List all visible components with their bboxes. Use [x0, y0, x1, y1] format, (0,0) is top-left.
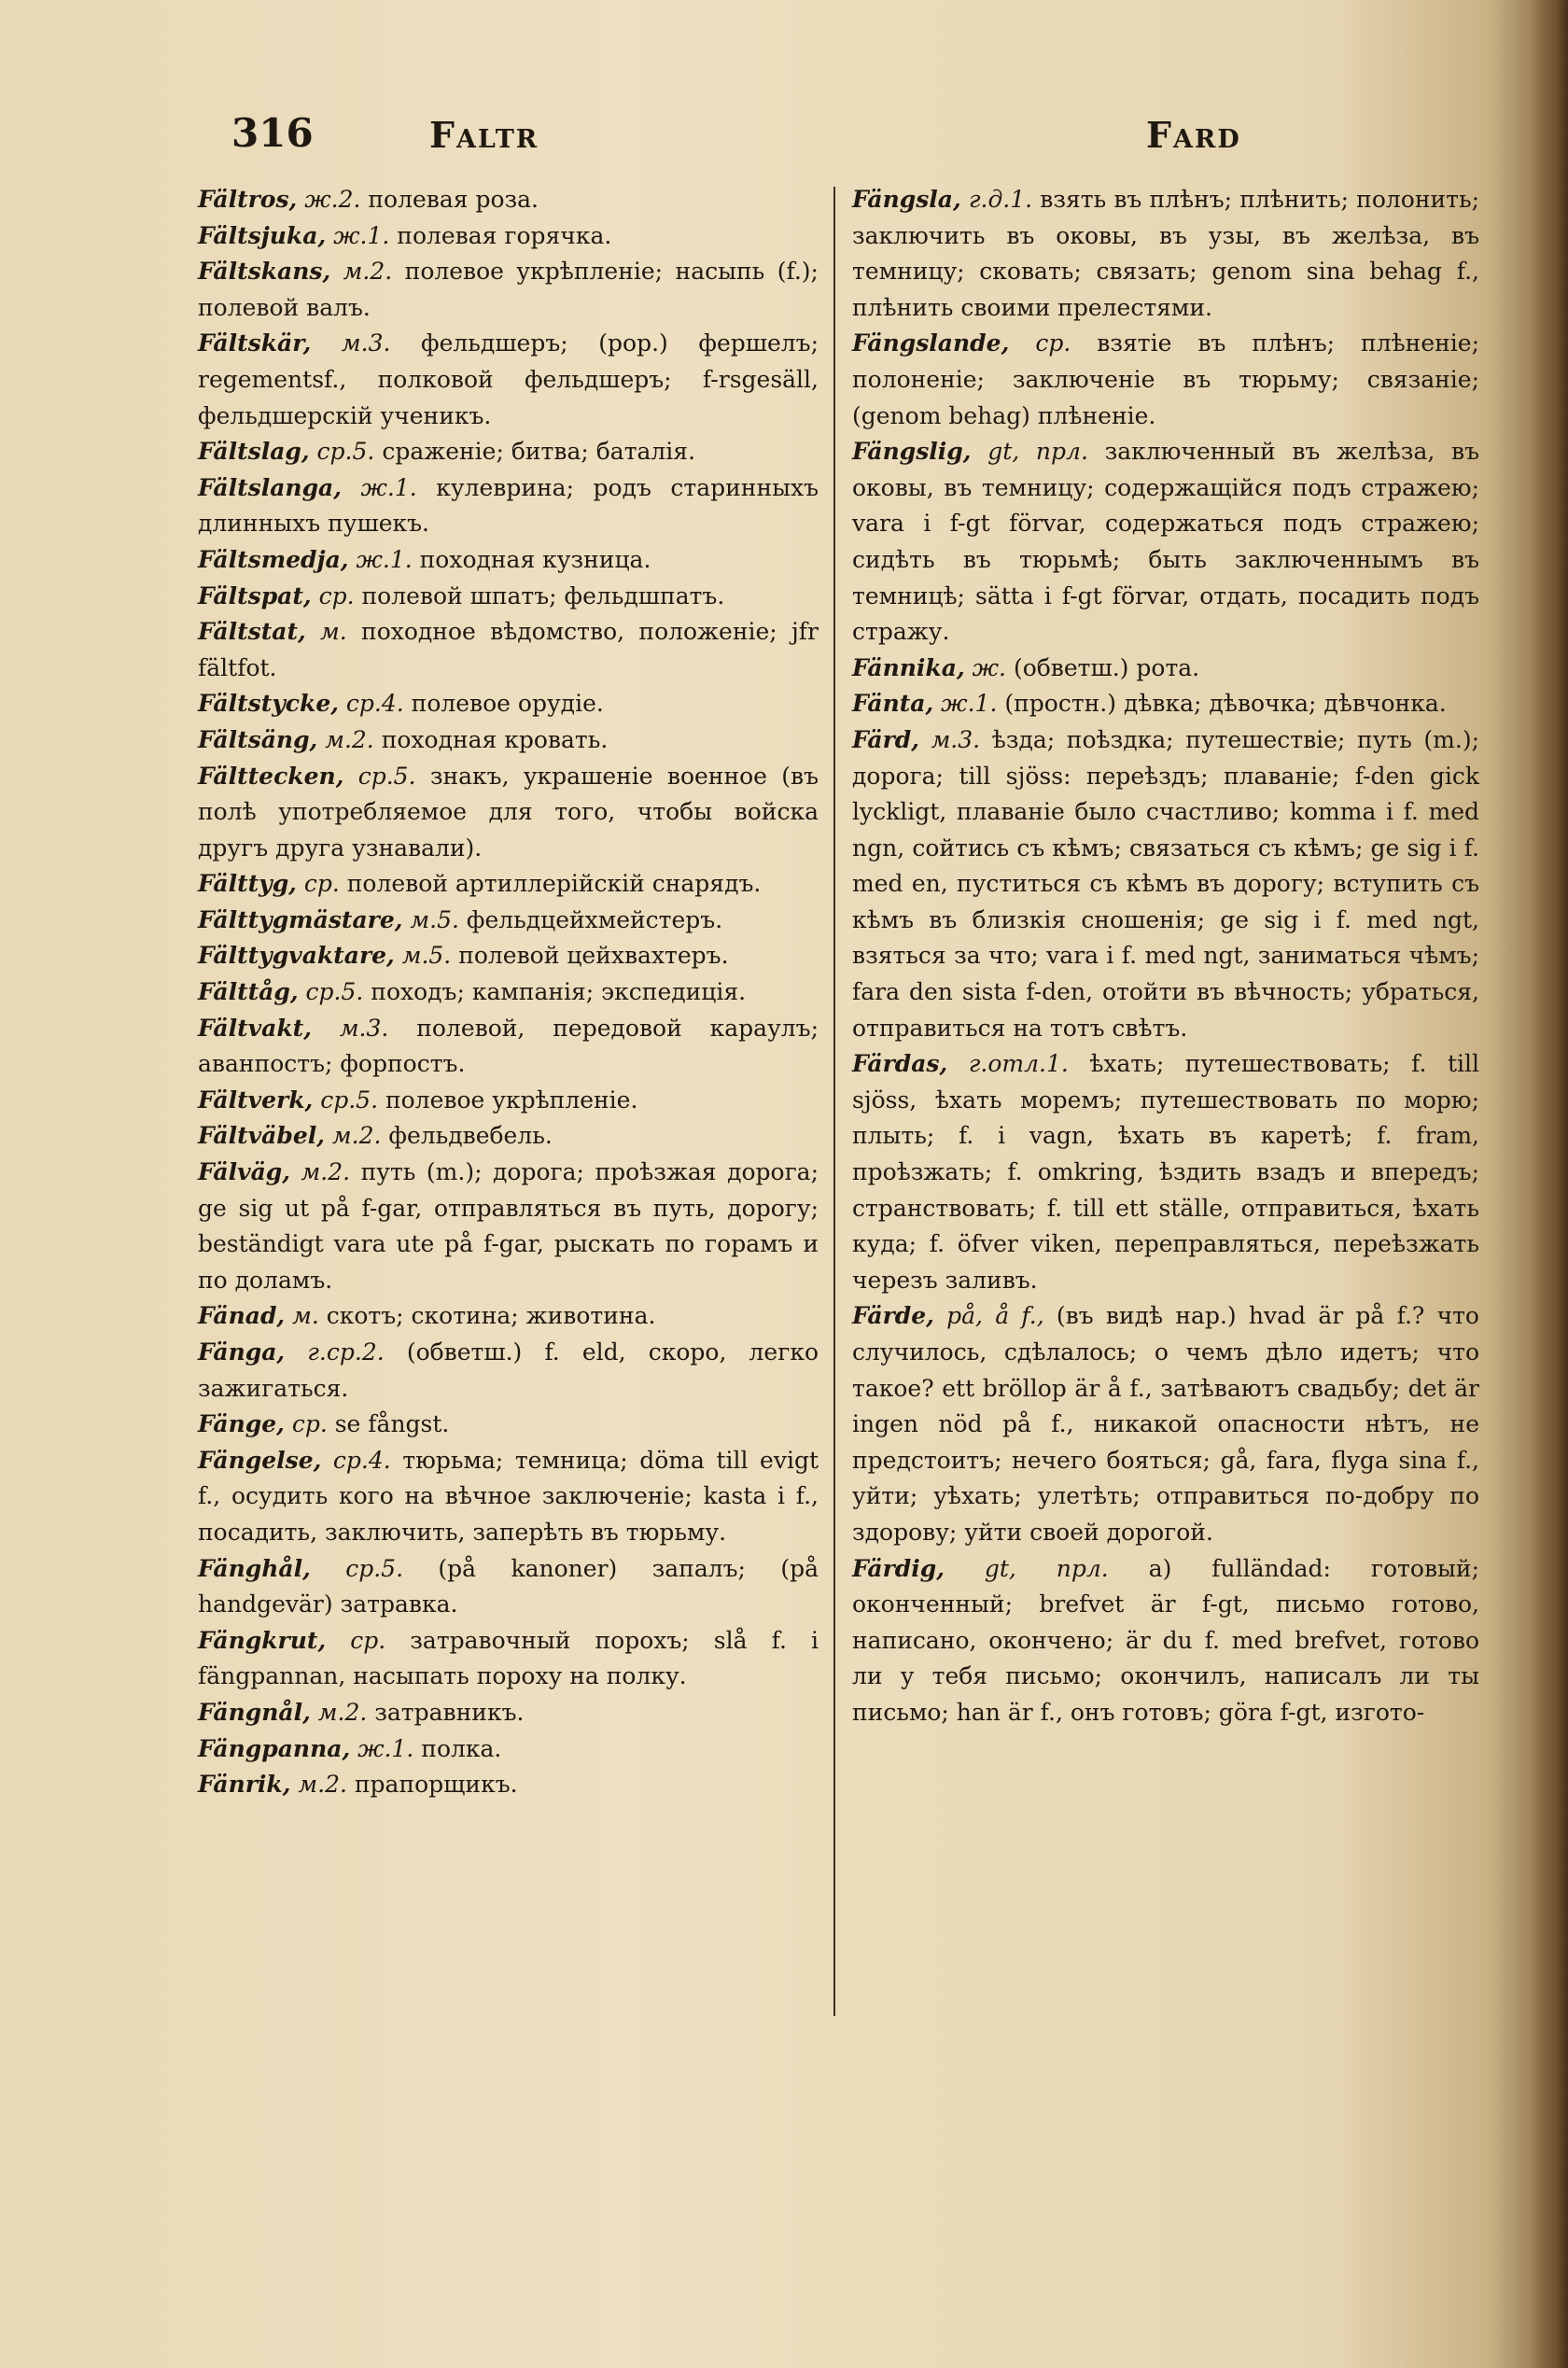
entry-grammar: ж.1. [941, 690, 998, 718]
entry-headword: Fänga, [198, 1338, 286, 1366]
entry-definition: полевая горячка. [397, 221, 612, 249]
right-guide-word: Fard [1146, 114, 1241, 156]
page-header [0, 110, 1568, 166]
entry-headword: Fängelse, [198, 1446, 322, 1474]
entry-headword: Färdas, [852, 1050, 948, 1078]
dictionary-entry [198, 1083, 819, 1119]
entry-headword: Fänta, [852, 690, 934, 718]
dictionary-entry [852, 651, 1479, 687]
entry-headword: Fängkrut, [198, 1626, 327, 1654]
entry-definition: (простн.) дѣвка; дѣвочка; дѣвчонка. [1004, 690, 1447, 718]
entry-definition: затравочный порохъ; slå f. i fängpannan, насыпать пороху на полку. [198, 1626, 819, 1690]
entry-headword: Fältspat, [198, 581, 312, 610]
entry-headword: Fältsmedja, [198, 545, 349, 573]
entry-grammar: ср. [350, 1626, 386, 1654]
dictionary-entry [852, 1046, 1479, 1298]
left-guide-word: Faltr [429, 114, 539, 156]
dictionary-entry [198, 1731, 819, 1768]
entry-headword: Fälttygmästare, [198, 905, 403, 933]
entry-grammar: м. [292, 1302, 319, 1330]
entry-definition: (обветш.) рота. [1013, 653, 1200, 681]
entry-headword: Fältväbel, [198, 1122, 325, 1150]
entry-headword: Fängnål, [198, 1698, 311, 1726]
entry-headword: Fänge, [198, 1410, 285, 1438]
entry-definition: полевое орудіе. [411, 690, 604, 718]
entry-definition: полевой шпатъ; фельдшпатъ. [361, 581, 725, 610]
entry-definition: фельдвебель. [388, 1122, 553, 1150]
dictionary-entry [852, 686, 1479, 722]
entry-grammar: ср.5. [345, 1554, 404, 1582]
entry-headword: Fänad, [198, 1302, 286, 1330]
entry-headword: Fältskans, [198, 258, 331, 286]
dictionary-entry [198, 614, 819, 686]
entry-headword: Fältsjuka, [198, 221, 327, 249]
entry-grammar: gt, прл. [987, 438, 1088, 466]
entry-definition: ѣзда; поѣздка; путешествіе; путь (m.); дорога; till sjöss: переѣздъ; плаваніе; f-den gick lyckligt, плаваніе было счастливо; komma i f. med ngn, сойтись съ кѣмъ; связаться съ кѣмъ; ge sig i f. med en, пуститься съ кѣмъ въ дорогу; вступить съ кѣмъ въ близкія сношенія; ge sig i f. med ngt, взяться за что; vara i f. med ngt, заниматься чѣмъ; fara den sista f-den, отойти въ вѣчность; убраться, отправиться на тотъ свѣтъ. [852, 725, 1480, 1042]
entry-grammar: м.3. [341, 329, 391, 357]
entry-headword: Färdig, [852, 1554, 945, 1582]
dictionary-entry [198, 1118, 819, 1155]
column-divider [833, 187, 835, 2016]
dictionary-entry [198, 218, 819, 255]
entry-headword: Fältros, [198, 186, 298, 213]
entry-headword: Fältverk, [198, 1086, 314, 1114]
entry-definition: полевое укрѣпленіе; насыпь (f.); полевой валъ. [198, 258, 819, 321]
entry-definition: (обветш.) f. eld, скоро, легко зажигаться. [198, 1338, 819, 1402]
entry-grammar: м. [320, 618, 347, 646]
entry-grammar: ж.2. [304, 186, 361, 213]
entry-grammar: м.5. [401, 942, 452, 970]
dictionary-entry [198, 1011, 819, 1083]
entry-grammar: м.3. [931, 725, 981, 753]
entry-headword: Fältslanga, [198, 473, 342, 501]
entry-grammar: м.2. [317, 1698, 368, 1726]
dictionary-entry [198, 1767, 819, 1803]
entry-headword: Fälttåg, [198, 978, 299, 1006]
entry-headword: Fänghål, [198, 1554, 311, 1582]
entry-definition: фельдцейхмейстеръ. [466, 905, 723, 933]
entry-grammar: ж.1. [356, 545, 413, 573]
entry-definition: взять въ плѣнъ; плѣнить; полонить; заключить въ оковы, въ узы, въ желѣза, въ темницу; сковать; связать; genom sina behag f., плѣнить своими прелестями. [852, 186, 1480, 321]
entry-definition: скотъ; скотина; животина. [326, 1302, 656, 1330]
entry-headword: Fänrik, [198, 1771, 291, 1799]
entry-definition: заключенный въ желѣза, въ оковы, въ темницу; содержащійся подъ стражею; vara i f-gt förvar, содержаться подъ стражею; сидѣть въ тюрьмѣ; быть заключеннымъ въ темницѣ; sätta i f-gt förvar, отдать, посадить подъ стражу. [852, 438, 1479, 646]
entry-grammar: gt, прл. [984, 1554, 1109, 1582]
entry-headword: Fältstat, [198, 618, 306, 646]
entry-grammar: ср.4. [332, 1446, 391, 1474]
entry-definition: полевой артиллерійскій снарядъ. [346, 870, 762, 898]
dictionary-entry [198, 722, 819, 759]
entry-definition: полевой, передовой караулъ; аванпостъ; форпостъ. [198, 1014, 819, 1078]
entry-headword: Färd, [852, 725, 919, 753]
entry-grammar: м.5. [410, 905, 459, 933]
entry-grammar: м.3. [339, 1014, 389, 1042]
entry-headword: Fälttyg, [198, 870, 297, 898]
entry-headword: Fängslig, [852, 438, 972, 466]
dictionary-entry [198, 1443, 819, 1551]
entry-grammar: ср. [303, 870, 340, 898]
entry-definition: походное вѣдомство, положеніе; jfr fältfot. [198, 618, 819, 681]
entry-grammar: ср.5. [305, 978, 364, 1006]
entry-grammar: på, å f., [946, 1302, 1044, 1330]
left-column [198, 182, 819, 1803]
dictionary-entry [198, 759, 819, 867]
entry-grammar: м.2. [325, 725, 374, 753]
entry-definition: ѣхать; путешествовать; f. till sjöss, ѣхать моремъ; путешествовать по морю; плыть; f. i vagn, ѣхать въ каретѣ; f. fram, проѣзжать; f. omkring, ѣздить взадъ и впередъ; странствовать; f. till ett ställe, отправиться, ѣхать куда; f. öfver viken, переправляться, переѣзжать черезъ заливъ. [852, 1050, 1479, 1294]
dictionary-entry [852, 182, 1479, 326]
dictionary-entry [198, 1407, 819, 1443]
entry-definition: знакъ, украшеніе военное (въ полѣ употребляемое для того, чтобы войска другъ друга узнавали). [198, 762, 819, 862]
entry-headword: Fältslag, [198, 438, 310, 466]
entry-headword: Fängsla, [852, 186, 961, 213]
dictionary-entry [198, 866, 819, 903]
entry-grammar: ср. [318, 581, 355, 610]
dictionary-entry [198, 434, 819, 470]
dictionary-entry [198, 542, 819, 579]
entry-definition: полевой цейхвахтеръ. [458, 942, 729, 970]
entry-grammar: ср. [291, 1410, 328, 1438]
entry-headword: Fältskär, [198, 329, 312, 357]
entry-grammar: м.2. [301, 1158, 351, 1186]
entry-definition: полевое укрѣпленіе. [385, 1086, 638, 1114]
dictionary-entry [198, 938, 819, 974]
dictionary-entry [198, 1551, 819, 1623]
page-edge-shadow [1531, 0, 1568, 2368]
entry-grammar: г.д.1. [968, 186, 1033, 213]
entry-definition: полка. [421, 1734, 502, 1762]
entry-definition: сраженіе; битва; баталія. [382, 438, 696, 466]
page-number: 316 [231, 110, 314, 156]
dictionary-entry [198, 1298, 819, 1335]
entry-grammar: г.ср.2. [307, 1338, 385, 1366]
entry-grammar: м.2. [331, 1122, 382, 1150]
entry-headword: Fännika, [852, 653, 965, 681]
dictionary-entry [198, 1695, 819, 1731]
right-column [852, 182, 1479, 1731]
entry-headword: Fälttecken, [198, 762, 344, 790]
entry-definition: тюрьма; темница; döma till evigt f., осудить кого на вѣчное заключеніе; kasta i f., посадить, заключить, заперѣть въ тюрьму. [198, 1446, 819, 1546]
entry-headword: Fängpanna, [198, 1734, 351, 1762]
entry-headword: Färde, [852, 1302, 934, 1330]
entry-definition: взятіе въ плѣнъ; плѣненіе; полоненіе; заключеніе въ тюрьму; связаніе; (genom behag) плѣненіе. [852, 329, 1479, 429]
entry-grammar: ж.1. [357, 1734, 414, 1762]
entry-grammar: м.2. [343, 258, 393, 286]
dictionary-entry [198, 1623, 819, 1695]
dictionary-entry [198, 1155, 819, 1298]
entry-definition: прапорщикъ. [354, 1771, 518, 1799]
entry-definition: походная кузница. [419, 545, 651, 573]
entry-definition: походная кровать. [381, 725, 609, 753]
dictionary-entry [852, 1551, 1479, 1731]
dictionary-entry [198, 974, 819, 1011]
entry-grammar: ж. [972, 653, 1006, 681]
entry-grammar: ср.4. [345, 690, 404, 718]
entry-headword: Fängslande, [852, 329, 1010, 357]
dictionary-entry [198, 254, 819, 326]
entry-definition: (på kanoner) запалъ; (på handgevär) затравка. [198, 1554, 819, 1618]
entry-definition: походъ; кампанія; экспедиція. [371, 978, 747, 1006]
entry-grammar: ср.5. [316, 438, 375, 466]
entry-headword: Fälväg, [198, 1158, 290, 1186]
entry-definition: затравникъ. [374, 1698, 525, 1726]
dictionary-entry [198, 1335, 819, 1407]
entry-headword: Fältstycke, [198, 690, 339, 718]
dictionary-entry [852, 434, 1479, 651]
entry-definition: (въ видѣ нар.) hvad är på f.? что случилось, сдѣлалось; о чемъ дѣло идетъ; что такое? ett bröllop är å f., затѣваютъ свадьбу; det är ingen nöd på f., никакой опасности нѣтъ, не предстоитъ; нечего бояться; gå, fara, flyga sina f., уйти; уѣхать; улетѣть; отправиться по-добру по здорову; уйти своей дорогой. [852, 1302, 1479, 1546]
dictionary-entry [198, 579, 819, 615]
entry-grammar: м.2. [298, 1771, 347, 1799]
dictionary-entry [198, 182, 819, 218]
entry-definition: se fångst. [334, 1410, 450, 1438]
entry-definition: полевая роза. [368, 186, 539, 213]
dictionary-entry [198, 686, 819, 722]
entry-grammar: г.отл.1. [968, 1050, 1069, 1078]
dictionary-entry [852, 1298, 1479, 1550]
entry-grammar: ср.5. [357, 762, 416, 790]
dictionary-entry [198, 326, 819, 434]
dictionary-entry [198, 903, 819, 939]
dictionary-entry [198, 470, 819, 542]
entry-grammar: ж.1. [333, 221, 390, 249]
dictionary-entry [852, 326, 1479, 434]
entry-definition: фельдшеръ; (pop.) фершелъ; regementsf., полковой фельдшеръ; f-rsgesäll, фельдшерскій ученикъ. [198, 329, 819, 429]
entry-grammar: ж.1. [360, 473, 417, 501]
entry-grammar: ср. [1035, 329, 1071, 357]
entry-definition: a) fulländad: готовый; оконченный; brefvet är f-gt, письмо готово, написано, окончено; är du f. med brefvet, готово ли у тебя письмо; окончилъ, написалъ ли ты письмо; han är f., онъ готовъ; göra f-gt, изгото- [852, 1554, 1479, 1726]
entry-headword: Fältsäng, [198, 725, 318, 753]
entry-definition: кулеврина; родъ старинныхъ длинныхъ пушекъ. [198, 473, 819, 538]
entry-headword: Fälttygvaktare, [198, 942, 395, 970]
entry-definition: путь (m.); дорога; проѣзжая дорога; ge sig ut på f-gar, отправляться въ путь, дорогу; beständigt vara ute på f-gar, рыскать по горамъ и по доламъ. [198, 1158, 819, 1294]
dictionary-entry [852, 722, 1479, 1046]
entry-headword: Fältvakt, [198, 1014, 312, 1042]
entry-grammar: ср.5. [320, 1086, 379, 1114]
